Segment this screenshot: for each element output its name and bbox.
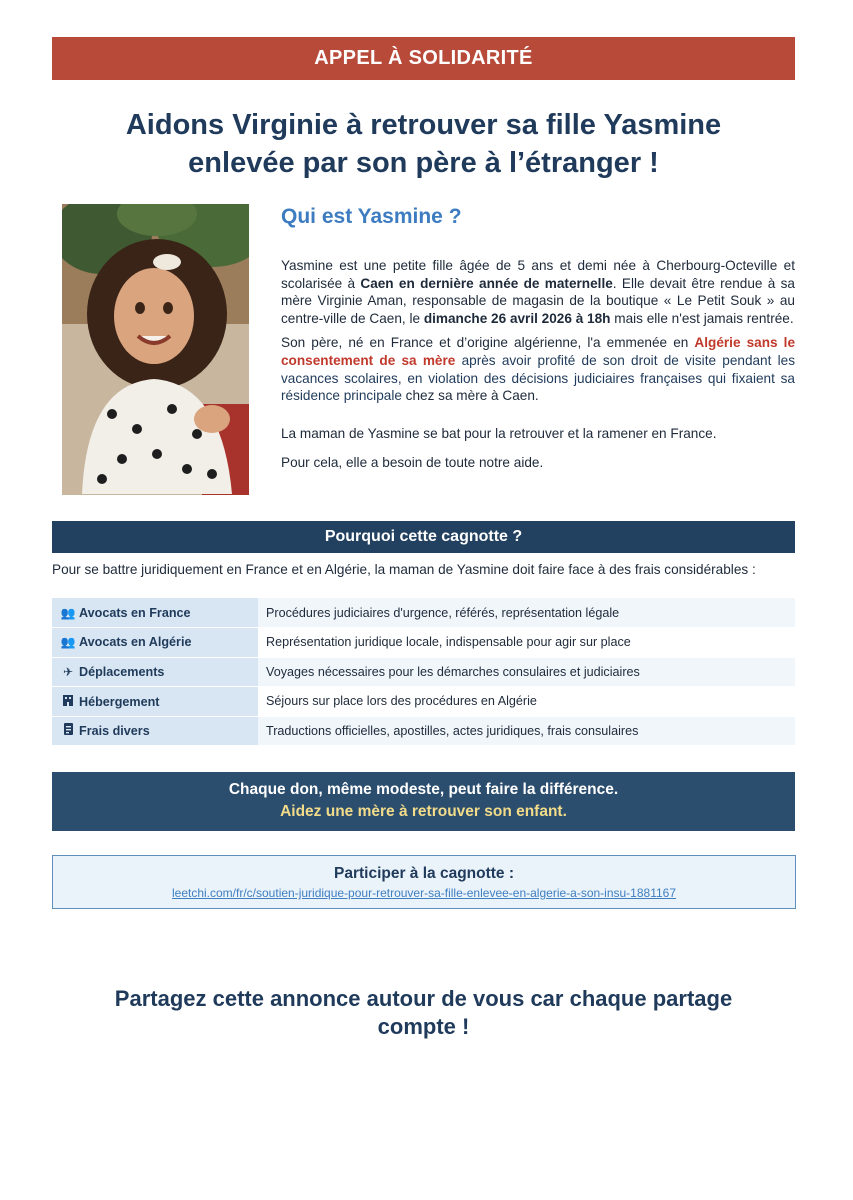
share-line-2: compte ! bbox=[377, 1014, 470, 1039]
donation-box bbox=[52, 855, 796, 909]
row-label: Déplacements bbox=[79, 664, 165, 679]
photo-illustration bbox=[62, 204, 249, 495]
costs-intro-text: Pour se battre juridiquement en France et en Algérie, la maman de Yasmine doit faire face à des frais considérables : bbox=[52, 562, 756, 577]
row-label: Hébergement bbox=[79, 694, 160, 709]
row-desc: Voyages nécessaires pour les démarches consulaires et judiciaires bbox=[258, 657, 795, 687]
share-line-1: Partagez cette annonce autour de vous car chaque partage bbox=[114, 986, 733, 1011]
receipt-glyph bbox=[63, 723, 74, 735]
section-title-who: Qui est Yasmine ? bbox=[281, 205, 462, 228]
costs-table bbox=[52, 598, 795, 746]
hotel-icon bbox=[60, 694, 76, 709]
row-desc: Traductions officielles, apostilles, actes juridiques, frais consulaires bbox=[258, 716, 795, 746]
receipt-icon bbox=[60, 723, 76, 738]
donation-title: Participer à la cagnotte : bbox=[333, 865, 515, 882]
p1-text-e: mais elle n'est jamais rentrée. bbox=[610, 310, 794, 326]
hotel-glyph bbox=[62, 694, 74, 706]
intro-paragraph-2 bbox=[281, 334, 795, 404]
row-desc: Séjours sur place lors des procédures en Algérie bbox=[258, 687, 795, 717]
p2-text-d: chez sa mère à Caen. bbox=[401, 388, 539, 404]
cta-line-1: Chaque don, même modeste, peut faire la différence. bbox=[228, 781, 619, 798]
p2-text-c: après avoir profité de son droit de visite pendant les vacances scolaires, en violation des décisions judiciaires françaises qui fixaient sa résidence principale bbox=[281, 352, 796, 404]
row-label: Avocats en France bbox=[79, 605, 191, 620]
table-row bbox=[52, 716, 795, 746]
row-desc: Représentation juridique locale, indispensable pour agir sur place bbox=[258, 628, 795, 658]
headline-line-2: enlevée par son père à l’étranger ! bbox=[188, 147, 659, 179]
intro-paragraph-4: Pour cela, elle a besoin de toute notre aide. bbox=[281, 455, 544, 471]
people-icon: 👥 bbox=[60, 635, 76, 650]
p1-bold-date: dimanche 26 avril 2026 à 18h bbox=[423, 310, 611, 326]
intro-paragraph-3: La maman de Yasmine se bat pour la retrouver et la ramener en France. bbox=[281, 425, 717, 441]
call-to-action-box bbox=[52, 772, 795, 831]
row-desc: Procédures judiciaires d'urgence, référés, représentation légale bbox=[258, 598, 795, 628]
p1-bold-school: Caen en dernière année de maternelle bbox=[360, 275, 613, 291]
intro-paragraph-1 bbox=[281, 257, 795, 327]
table-row bbox=[52, 687, 795, 717]
page-title bbox=[52, 106, 795, 182]
p1-text-a: Yasmine est une petite fille âgée de 5 ans et demi née à Cherbourg-Octeville et scolarisée à bbox=[281, 258, 795, 291]
airplane-icon: ✈ bbox=[62, 664, 74, 679]
p1-text-c: . Elle devait être rendue à sa mère Virginie Aman, responsable de magasin de la boutique « Le Petit Souk » au centre-ville de Caen, le bbox=[281, 275, 795, 326]
section-title-why: Pourquoi cette cagnotte ? bbox=[52, 521, 795, 553]
table-row bbox=[52, 598, 795, 628]
top-banner: APPEL À SOLIDARITÉ bbox=[52, 37, 795, 80]
row-label: Avocats en Algérie bbox=[79, 635, 192, 650]
child-photo bbox=[62, 204, 249, 495]
p2-text-a: Son père, né en France et d’origine algérienne, l'a emmenée en bbox=[281, 335, 695, 351]
cta-line-2: Aidez une mère à retrouver son enfant. bbox=[280, 803, 567, 820]
intro-text bbox=[281, 257, 795, 479]
donation-link[interactable]: leetchi.com/fr/c/soutien-juridique-pour-retrouver-sa-fille-enlevee-en-algerie-a-son-insu-1881167 bbox=[171, 886, 677, 900]
p2-highlight-red: Algérie sans le consentement de sa mère bbox=[281, 335, 796, 368]
headline-line-1: Aidons Virginie à retrouver sa fille Yasmine bbox=[125, 109, 722, 141]
share-message bbox=[52, 985, 795, 1041]
table-row bbox=[52, 657, 795, 687]
row-label: Frais divers bbox=[79, 724, 150, 739]
table-row bbox=[52, 628, 795, 658]
people-icon: 👥 bbox=[60, 605, 76, 620]
